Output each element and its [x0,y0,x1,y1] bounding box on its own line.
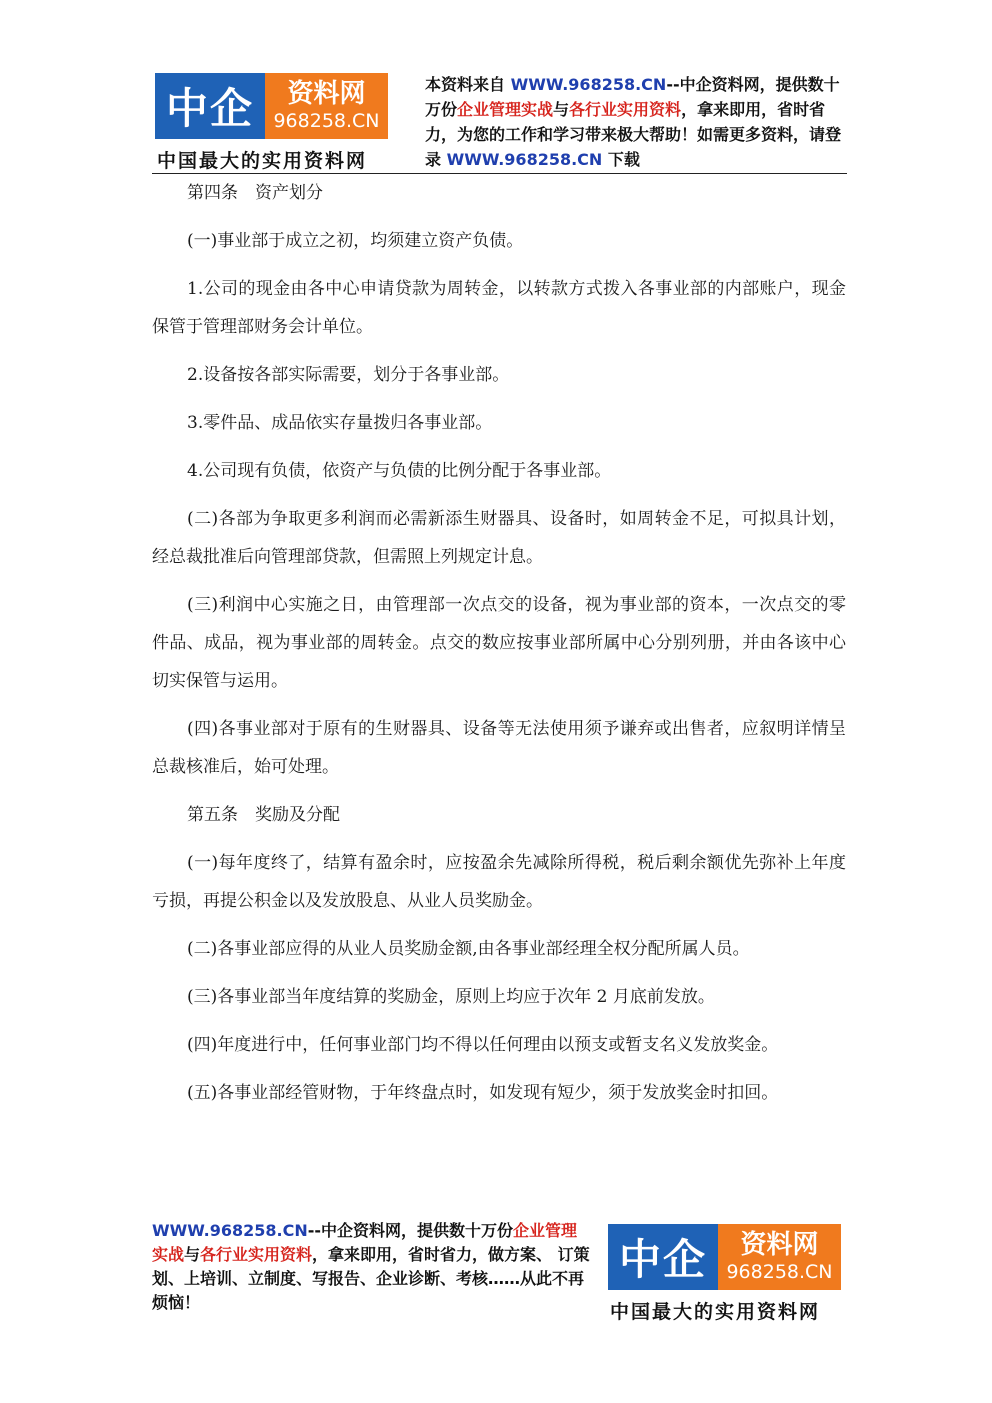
logo-right-block [265,73,388,139]
logo-url: 968258.CN [726,1261,833,1283]
paragraph: (一)每年度终了，结算有盈余时，应按盈余先减除所得税，税后剩余额优先弥补上年度亏损，再提公积金以及发放股息、从业人员奖励金。 [152,853,846,911]
logo-left-block: 中企 [155,73,265,139]
intro-link-2[interactable]: WWW.968258.CN [446,150,603,169]
paragraph: 1.公司的现金由各中心申请贷款为周转金，以转款方式拨入各事业部的内部账户，现金保管于管理部财务会计单位。 [152,279,846,337]
intro-highlight-1: 企业管理实战 [457,100,554,119]
document-body [152,174,846,1122]
intro-text-3: 与 [553,100,570,119]
footer-highlight-1: 企业管理实战 [152,1221,578,1264]
header-slogan: 中国最大的实用资料网 [157,150,368,172]
paragraph: (二)各事业部应得的从业人员奖励金额,由各事业部经理全权分配所属人员。 [187,939,750,959]
footer-link[interactable]: WWW.968258.CN [152,1221,308,1240]
intro-link-1[interactable]: WWW.968258.CN [510,75,667,94]
header-logo [155,73,388,139]
footer-highlight-2: 各行业实用资料 [200,1245,313,1264]
paragraph: 2.设备按各部实际需要，划分于各事业部。 [187,365,510,385]
section-heading-4: 第四条 资产划分 [187,183,323,203]
paragraph: (二)各部为争取更多利润而必需新添生财器具、设备时，如周转金不足，可拟具计划，经总裁批准后向管理部贷款，但需照上列规定计息。 [152,509,846,567]
logo-left-block: 中企 [608,1224,718,1290]
paragraph: (三)利润中心实施之日，由管理部一次点交的设备，视为事业部的资本，一次点交的零件品、成品，视为事业部的周转金。点交的数应按事业部所属中心分别列册，并由各该中心切实保管与运用。 [152,595,846,691]
footer-text-3: ，拿来即用，省时省力，做方案、 订策划、上培训、立制度、写报告、企业诊断、考核……从此不再烦恼！ [152,1245,590,1312]
logo-url: 968258.CN [273,110,380,132]
intro-text-4: ，拿来即用，省时省力，为您的工作和学习带来极大帮助！如需更多资料，请登录 [425,100,842,169]
section-heading-5: 第五条 奖励及分配 [187,805,340,825]
footer-slogan: 中国最大的实用资料网 [610,1301,821,1323]
paragraph: (三)各事业部当年度结算的奖励金，原则上均应于次年 2 月底前发放。 [187,987,715,1007]
paragraph: 4.公司现有负债，依资产与负债的比例分配于各事业部。 [187,461,612,481]
paragraph: 3.零件品、成品依实存量拨归各事业部。 [187,413,493,433]
footer-text-2: 与 [184,1245,201,1264]
logo-site-name: 资料网 [740,1230,819,1260]
footer-promo [152,1219,592,1315]
intro-text-1: 本资料来自 [425,75,511,94]
footer-text-1: --中企资料网，提供数十万份 [307,1221,514,1240]
intro-highlight-2: 各行业实用资料 [569,100,682,119]
paragraph: (五)各事业部经管财物，于年终盘点时，如发现有短少，须于发放奖金时扣回。 [187,1083,779,1103]
paragraph: (四)各事业部对于原有的生财器具、设备等无法使用须予谦弃或出售者，应叙明详情呈总裁核准后，始可处理。 [152,719,846,777]
paragraph: (一)事业部于成立之初，均须建立资产负债。 [187,231,524,251]
footer-logo [608,1224,841,1290]
logo-site-name: 资料网 [287,79,366,109]
paragraph: (四)年度进行中，任何事业部门均不得以任何理由以预支或暂支名义发放奖金。 [187,1035,779,1055]
logo-right-block [718,1224,841,1290]
intro-text-5: 下载 [602,150,640,169]
intro-text-2: --中企资料网，提供数十万份 [425,75,840,119]
header-intro [425,72,845,172]
